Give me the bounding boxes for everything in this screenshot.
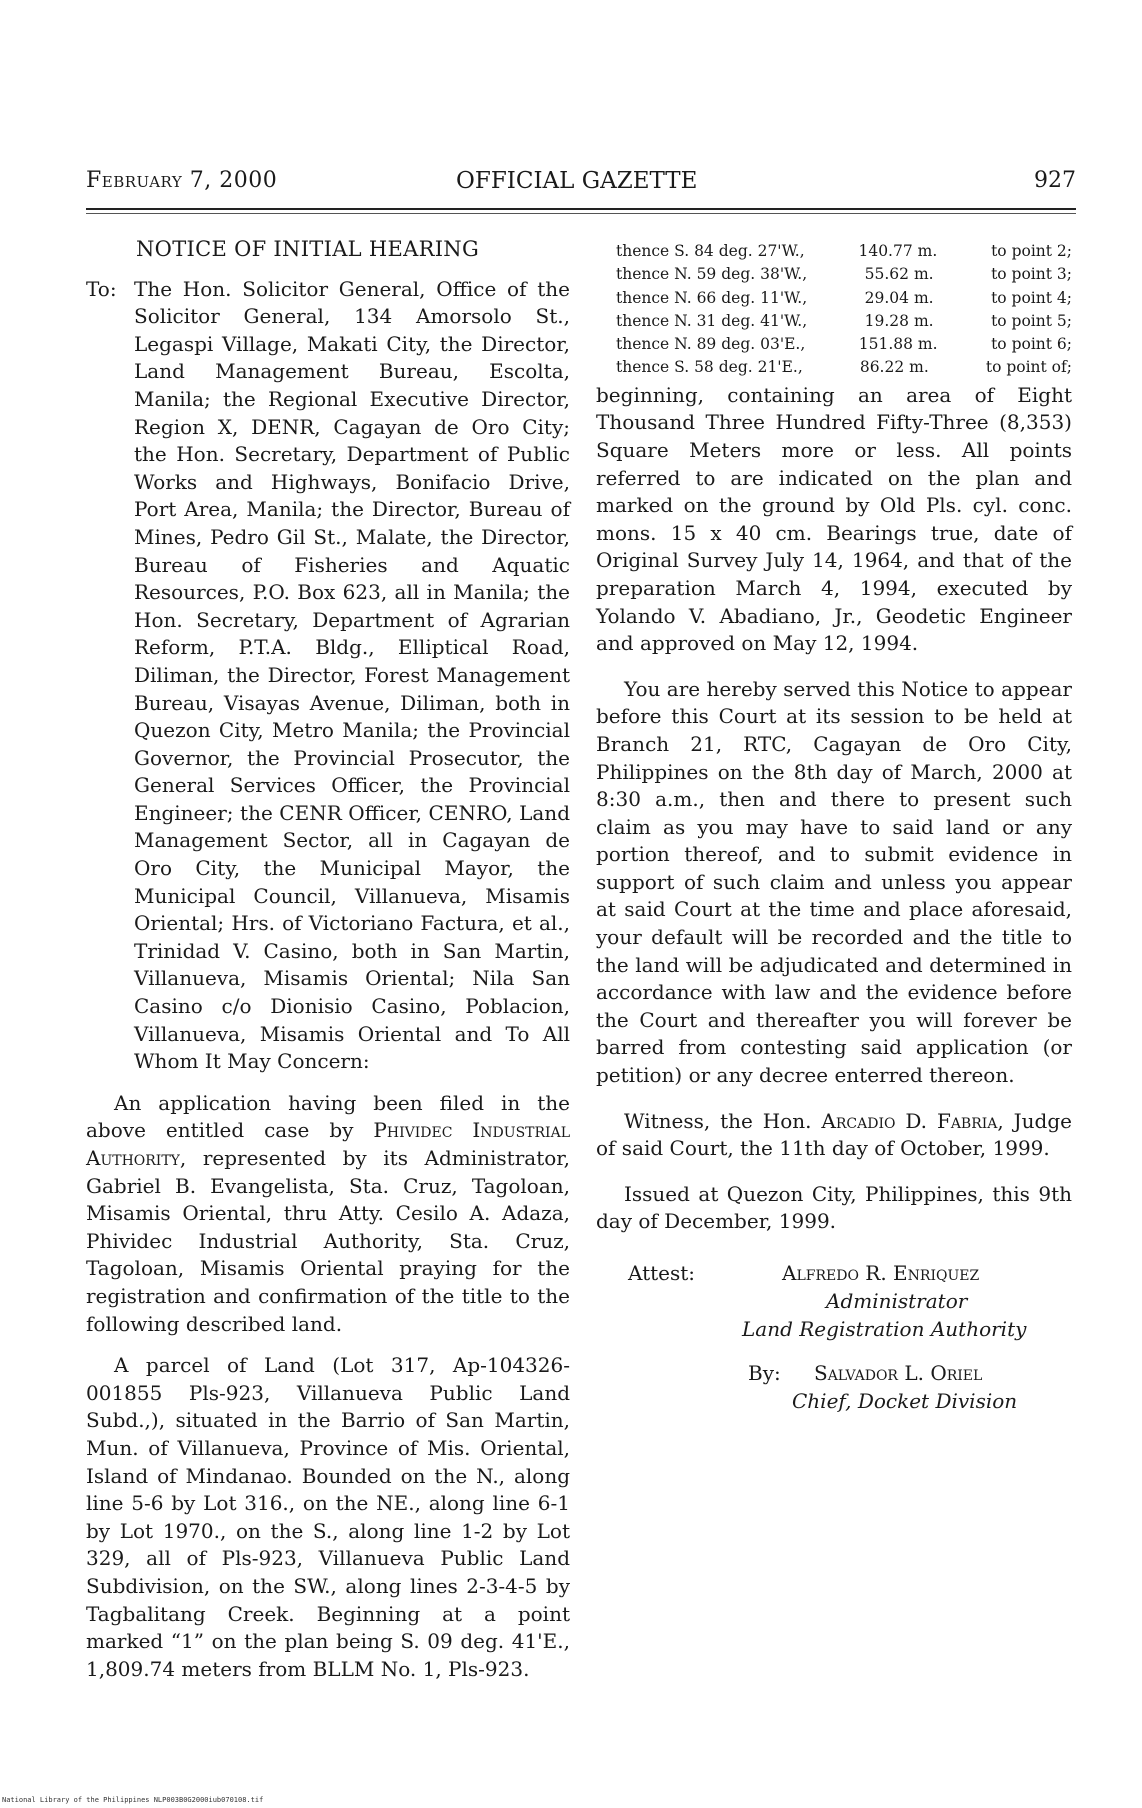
attest-signatory-name: Alfredo R. Enriquez [782,1261,980,1285]
addressee-block [86,276,570,1076]
page-number: 927 [1034,168,1076,193]
page-header [86,168,1076,204]
summons-paragraph: You are hereby served this Notice to appear before this Court at its session to be held at Branch 21, RTC, Cagayan de Oro City, Philippines on the 8th day of March, 2000 at 8:30 a.m., then and there to present such claim as you may have to said land or any portion thereof, and to submit evidence in support of such claim and unless you appear at said Court at the time and place aforesaid, your default will be recorded and the title to the land will be adjudicated and determined in accordance with law and the evidence before the Court and thereafter you will forever be barred from contesting said application (or petition) or any decree enterred thereon. [596,676,1072,1088]
attest-signatory-title: Administrator [826,1289,968,1313]
bearing-to: to point of; [985,358,1072,377]
application-text-pre: An application having been filed in the above entitled case by [86,1090,570,1143]
parcel-continuation: beginning, containing an area of Eight Thousand Three Hundred Fifty-Three (8,353) Square Meters more or less. All points referred to are indicated on the plan and marked on the ground by Old Pls. cyl. conc. mons. 15 x 40 cm. Bearings true, date of Original Survey July 14, 1964, and that of the preparation March 4, 1994, executed by Yolando V. Abadiano, Jr., Geodetic Engineer and approved on May 12, 1994. [596,382,1072,656]
bearing-dist: 86.22 m. [859,358,929,377]
bearing-dir: thence S. 58 deg. 21'E., [616,358,803,377]
attest-signatory-org: Land Registration Authority [742,1317,1027,1341]
bearing-to: to point 2; [991,242,1072,260]
by-signatory-name: Salvador L. Oriel [814,1361,983,1385]
bearing-dist: 151.88 m. [858,335,938,354]
bearing-dir: thence S. 84 deg. 27'W., [616,242,805,260]
witness-text-post: , Judge of said Court, the 11th day of October, 1999. [596,1108,1073,1161]
application-paragraph [86,1090,570,1338]
bearing-dist: 19.28 m. [864,311,934,330]
bearing-dir: thence N. 31 deg. 41'W., [616,311,808,330]
bearing-dist: 29.04 m. [864,288,934,307]
witness-text-pre: Witness, the Hon. [624,1108,822,1133]
bearing-dir: thence N. 89 deg. 03'E., [616,335,806,354]
bearing-to: to point 6; [991,335,1072,354]
notice-title: NOTICE OF INITIAL HEARING [136,237,480,261]
left-column [86,236,570,1683]
archive-footer: National Library of the Philippines NLP003B0G2000iub070108.tif [2,1796,264,1804]
bearing-to: to point 3; [991,265,1072,284]
addressee-list: The Hon. Solicitor General, Office of the Solicitor General, 134 Amorsolo St., Legaspi Village, Makati City, the Director, Land Management Bureau, Escolta, Manila; the Regional Executive Director, Region X, DENR, Cagayan de Oro City; the Hon. Secretary, Department of Public Works and Highways, Bonifacio Drive, Port Area, Manila; the Director, Bureau of Mines, Pedro Gil St., Malate, the Director, Bureau of Fisheries and Aquatic Resources, P.O. Box 623, all in Manila; the Hon. Secretary, Department of Agrarian Reform, P.T.A. Bldg., Elliptical Road, Diliman, the Director, Forest Management Bureau, Visayas Avenue, Diliman, both in Quezon City, Metro Manila; the Provincial Governor, the Provincial Prosecutor, the General Services Officer, the Provincial Engineer; the CENR Officer, CENRO, Land Management Sector, all in Cagayan de Oro City, the Municipal Mayor, the Municipal Council, Villanueva, Misamis Oriental; Hrs. of Victoriano Factura, et al., Trinidad V. Casino, both in San Martin, Villanueva, Misamis Oriental; Nila San Casino c/o Dionisio Casino, Poblacion, Villanueva, Misamis Oriental and To All Whom It May Concern: [134,276,570,1074]
header-rule-thin [86,213,1076,214]
judge-name: Arcadio D. Fabria [821,1108,998,1133]
publication-title: OFFICIAL GAZETTE [456,168,698,194]
to-label: To: [86,276,117,301]
right-column [596,236,1072,1424]
witness-paragraph [596,1108,1072,1163]
bearing-dir: thence N. 66 deg. 11'W., [616,288,808,307]
applicant-name: Phividec Industrial Authority [86,1118,570,1170]
bearing-dir: thence N. 59 deg. 38'W., [616,265,808,284]
by-label: By: [748,1361,781,1385]
bearing-to: to point 4; [991,288,1072,307]
bearing-row [596,240,1072,263]
bearing-row [596,263,1072,286]
by-signatory-title: Chief, Docket Division [792,1389,1018,1413]
parcel-paragraph: A parcel of Land (Lot 317, Ap-104326-001855 Pls-923, Villanueva Public Land Subd.,), situated in the Barrio of San Martin, Mun. of Villanueva, Province of Mis. Oriental, Island of Mindanao. Bounded on the N., along line 5-6 by Lot 316., on the NE., along line 6-1 by Lot 1970., on the S., along line 1-2 by Lot 329, all of Pls-923, Villanueva Public Land Subdivision, on the SW., along lines 2-3-4-5 by Tagbalitang Creek. Beginning at a point marked “1” on the plan being S. 09 deg. 41'E., 1,809.74 meters from BLLM No. 1, Pls-923. [86,1353,570,1681]
bearing-row [596,333,1072,356]
bearing-row [596,287,1072,310]
issue-date: February 7, 2000 [86,168,278,193]
issued-paragraph: Issued at Quezon City, Philippines, this 9th day of December, 1999. [596,1181,1072,1234]
application-text-post: , represented by its Administrator, Gabriel B. Evangelista, Sta. Cruz, Tagoloan, Misamis Oriental, thru Atty. Cesilo A. Adaza, Phividec Industrial Authority, Sta. Cruz, Tagoloan, Misamis Oriental praying for the registration and confirmation of the title to the following described land. [86,1146,570,1336]
signature-block [596,1254,1072,1424]
bearing-to: to point 5; [991,311,1072,330]
attest-label: Attest: [628,1261,696,1285]
bearing-row [596,310,1072,333]
bearing-row [596,356,1072,379]
bearings-list [596,240,1072,380]
header-rule [86,208,1076,210]
bearing-dist: 140.77 m. [858,242,938,260]
bearing-dist: 55.62 m. [864,265,934,284]
